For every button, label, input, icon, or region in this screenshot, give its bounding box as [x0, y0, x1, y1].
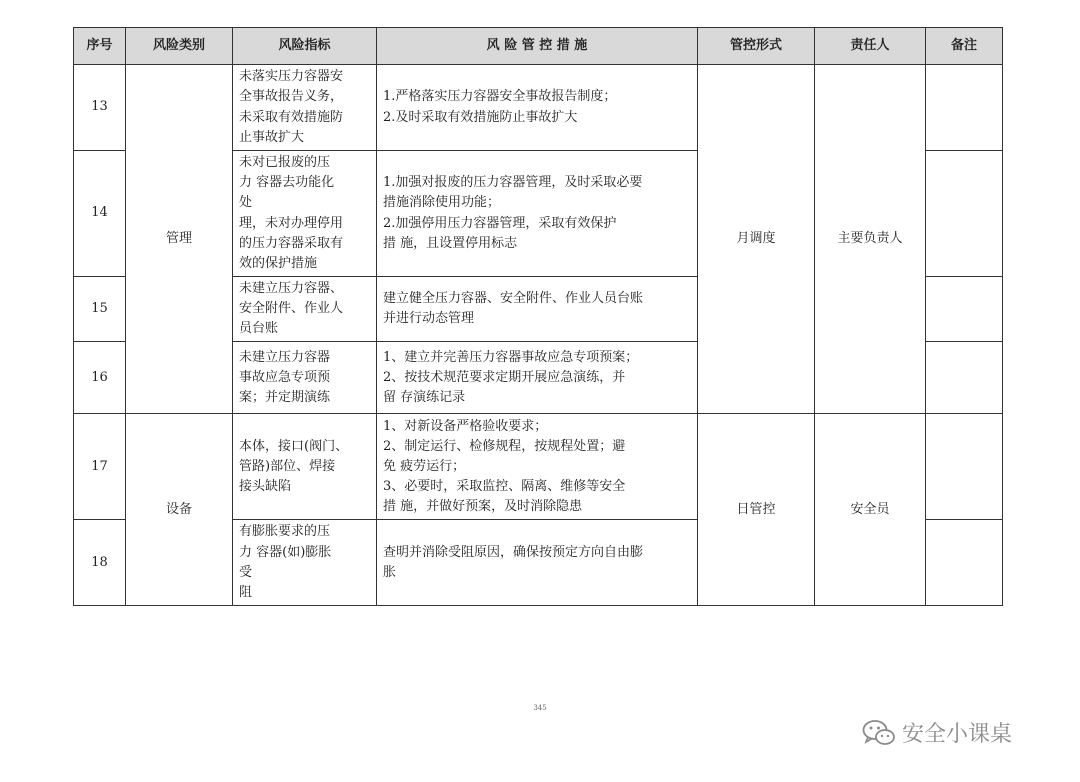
measures-cell: 1、对新设备严格验收要求； 2、制定运行、检修规程，按规程处置；避 免 疲劳运行； 3、必要时，采取监控、隔离、维修等安全 措 施，并做好预案，及时消除隐患	[377, 414, 698, 520]
measures-cell: 查明并消除受阻原因，确保按预定方向自由膨 胀	[377, 520, 698, 606]
indicator-cell: 未对已报废的压 力 容器去功能化 处 理，未对办理停用 的压力容器采取有 效的保护措施	[233, 151, 377, 277]
row-number: 13	[74, 65, 126, 151]
page-number: 345	[533, 704, 547, 712]
measures-cell: 1、建立并完善压力容器事故应急专项预案； 2、按技术规范要求定期开展应急演练，并 留 存演练记录	[377, 342, 698, 414]
measures-cell: 建立健全压力容器、安全附件、作业人员台账 并进行动态管理	[377, 277, 698, 342]
remarks-cell	[926, 151, 1003, 277]
indicator-cell: 本体，接口(阀门、 管路)部位、焊接 接头缺陷	[233, 414, 377, 520]
remarks-cell	[926, 277, 1003, 342]
measures-cell: 1.加强对报废的压力容器管理，及时采取必要 措施消除使用功能； 2.加强停用压力容器管理，采取有效保护 措 施，且设置停用标志	[377, 151, 698, 277]
indicator-cell: 未落实压力容器安 全事故报告义务， 未采取有效措施防 止事故扩大	[233, 65, 377, 151]
header-remarks: 备注	[926, 28, 1003, 65]
risk-control-table	[73, 27, 1003, 606]
remarks-cell	[926, 520, 1003, 606]
header-indicator: 风险指标	[233, 28, 377, 65]
table-row	[74, 65, 1003, 151]
table-row	[74, 414, 1003, 520]
category-cell: 管理	[126, 65, 233, 414]
watermark-text: 安全小课桌	[902, 722, 1013, 747]
row-number: 17	[74, 414, 126, 520]
header-row	[74, 28, 1003, 65]
measures-cell: 1.严格落实压力容器安全事故报告制度； 2.及时采取有效措施防止事故扩大	[377, 65, 698, 151]
row-number: 14	[74, 151, 126, 277]
control-form-cell: 日管控	[698, 414, 815, 606]
row-number: 15	[74, 277, 126, 342]
remarks-cell	[926, 414, 1003, 520]
remarks-cell	[926, 65, 1003, 151]
owner-cell: 安全员	[815, 414, 926, 606]
row-number: 18	[74, 520, 126, 606]
header-control-form: 管控形式	[698, 28, 815, 65]
remarks-cell	[926, 342, 1003, 414]
control-form-cell: 月调度	[698, 65, 815, 414]
category-cell: 设备	[126, 414, 233, 606]
watermark	[862, 717, 1012, 748]
header-measures: 风 险 管 控 措 施	[377, 28, 698, 65]
owner-cell: 主要负责人	[815, 65, 926, 414]
indicator-cell: 未建立压力容器 事故应急专项预 案；并定期演练	[233, 342, 377, 414]
row-number: 16	[74, 342, 126, 414]
indicator-cell: 有膨胀要求的压 力 容器(如)膨胀 受 阻	[233, 520, 377, 606]
header-owner: 责任人	[815, 28, 926, 65]
header-no: 序号	[74, 28, 126, 65]
indicator-cell: 未建立压力容器、 安全附件、作业人 员台账	[233, 277, 377, 342]
wechat-icon	[862, 719, 896, 747]
header-category: 风险类别	[126, 28, 233, 65]
